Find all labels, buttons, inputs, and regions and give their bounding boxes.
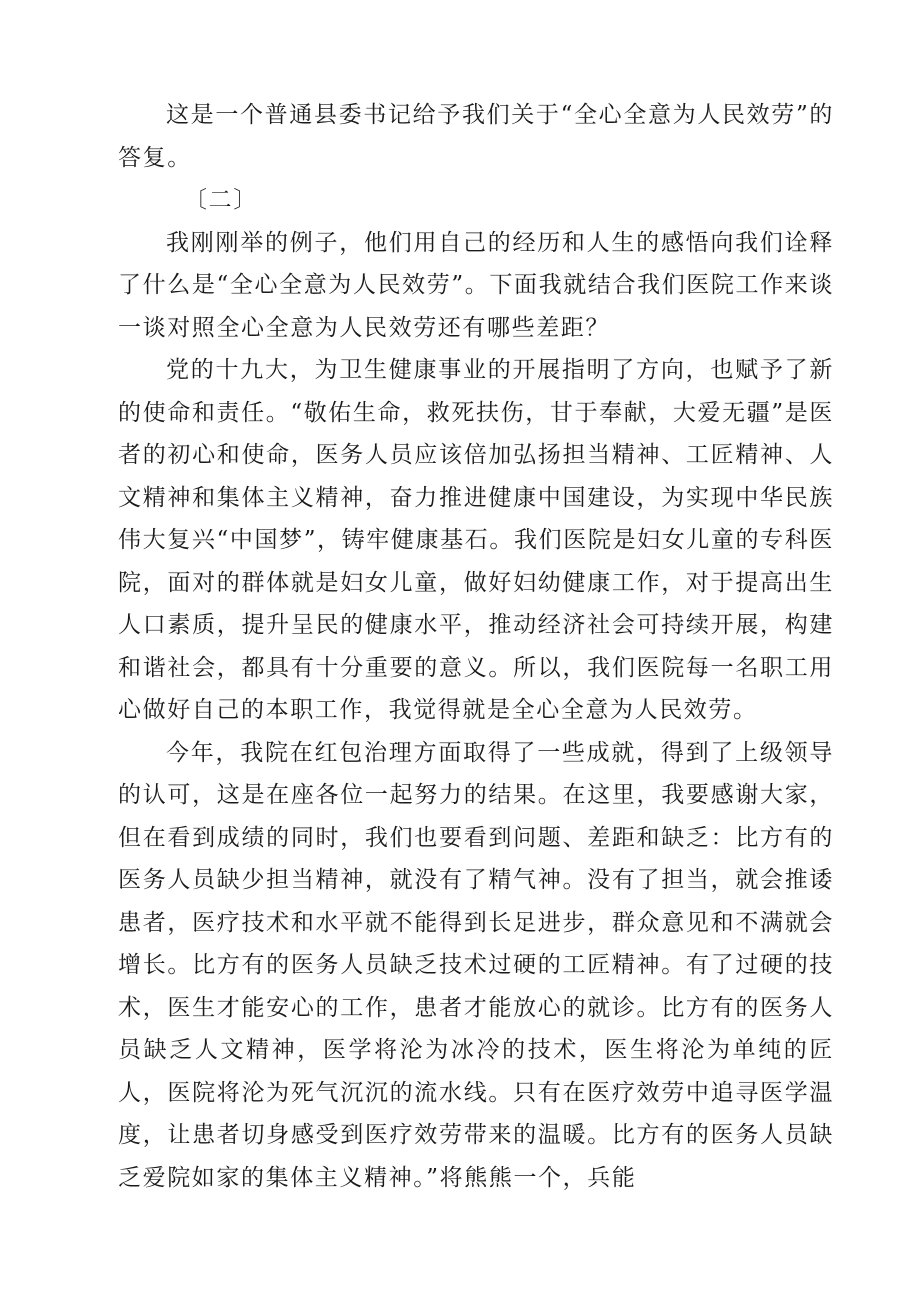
document-page — [118, 94, 834, 1199]
paragraph-reply: 这是一个普通县委书记给予我们关于“全心全意为人民效劳”的答复。 — [118, 102, 834, 171]
paragraph-intro: 我刚刚举的例子，他们用自己的经历和人生的感悟向我们诠释了什么是“全心全意为人民效劳”。下面我就结合我们医院工作来谈一谈对照全心全意为人民效劳还有哪些差距？ — [118, 229, 834, 341]
section-heading: 〔二〕 — [184, 187, 258, 213]
paragraph-this-year: 今年，我院在红包治理方面取得了一些成就，得到了上级领导的认可，这是在座各位一起努力的结果。在这里，我要感谢大家，但在看到成绩的同时，我们也要看到问题、差距和缺乏：比方有的医务人员缺少担当精神，就没有了精气神。没有了担当，就会推诿患者，医疗技术和水平就不能得到长足进步，群众意见和不满就会增长。比方有的医务人员缺乏技术过硬的工匠精神。有了过硬的技术，医生才能安心的工作，患者才能放心的就诊。比方有的医务人员缺乏人文精神，医学将沦为冰冷的技术，医生将沦为单纯的匠人，医院将沦为死气沉沉的流水线。只有在医疗效劳中追寻医学温度，让患者切身感受到医疗效劳带来的温暖。比方有的医务人员缺乏爱院如家的集体主义精神。”将熊熊一个，兵能 — [118, 739, 834, 1191]
paragraph-congress: 党的十九大，为卫生健康事业的开展指明了方向，也赋予了新的使命和责任。“敬佑生命，救死扶伤，甘于奉献，大爱无疆”是医者的初心和使命，医务人员应该倍加弘扬担当精神、工匠精神、人文精神和集体主义精神，奋力推进健康中国建设，为实现中华民族伟大复兴“中国梦”，铸牢健康基石。我们医院是妇女儿童的专科医院，面对的群体就是妇女儿童，做好妇幼健康工作，对于提高出生人口素质，提升呈民的健康水平，推动经济社会可持续开展，构建和谐社会，都具有十分重要的意义。所以，我们医院每一名职工用心做好自己的本职工作，我觉得就是全心全意为人民效劳。 — [118, 357, 834, 723]
